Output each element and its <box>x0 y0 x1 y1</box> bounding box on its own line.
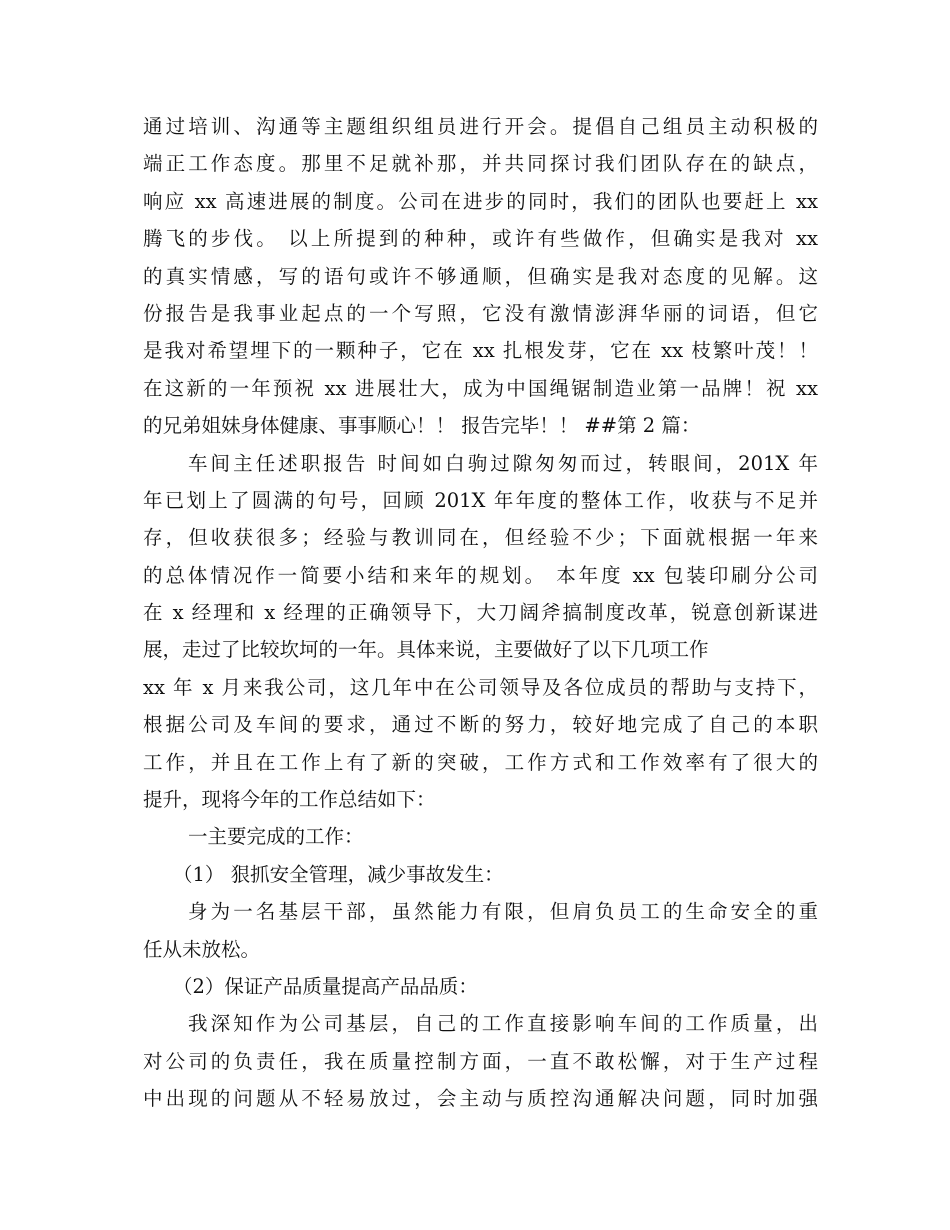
text-line: 展，走过了比较坎坷的一年。具体来说，主要做好了以下几项工作 <box>143 638 709 662</box>
text-line: 根据公司及车间的要求，通过不断的努力，较好地完成了自己的本职 <box>143 713 818 737</box>
text-line: 任从未放松。 <box>143 937 261 961</box>
text-line: 年已划上了圆满的句号，回顾 201X 年年度的整体工作，收获与不足并 <box>143 488 818 512</box>
text-line: 在这新的一年预祝 xx 进展壮大，成为中国绳锯制造业第一品牌！祝 xx <box>143 376 818 400</box>
text-line: 的兄弟姐妹身体健康、事事顺心！！ 报告完毕！！ ##第 2 篇： <box>143 414 701 438</box>
text-line: 存，但收获很多；经验与教训同在，但经验不少；下面就根据一年来 <box>143 526 818 550</box>
text-line: 腾飞的步伐。 以上所提到的种种，或许有些做作，但确实是我对 xx <box>143 227 818 251</box>
text-line: 中出现的问题从不轻易放过，会主动与质控沟通解决问题，同时加强 <box>143 1087 818 1111</box>
text-line: 端正工作态度。那里不足就补那，并共同探讨我们团队存在的缺点， <box>143 152 818 176</box>
text-line: 响应 xx 高速进展的制度。公司在进步的同时，我们的团队也要赶上 xx <box>143 189 818 213</box>
text-line: 的总体情况作一简要小结和来年的规划。 本年度 xx 包装印刷分公司 <box>143 563 818 587</box>
text-line: 通过培训、沟通等主题组织组员进行开会。提倡自己组员主动积极的 <box>143 115 818 138</box>
text-line: 是我对希望埋下的一颗种子，它在 xx 扎根发芽，它在 xx 枝繁叶茂！！ <box>143 339 818 363</box>
body-text <box>143 108 818 1118</box>
text-line: 我深知作为公司基层，自己的工作直接影响车间的工作质量，出 <box>188 1012 818 1036</box>
text-line: 工作，并且在工作上有了新的突破，工作方式和工作效率有了很大的 <box>143 750 818 774</box>
text-line: 份报告是我事业起点的一个写照，它没有激情澎湃华丽的词语，但它 <box>143 301 818 325</box>
text-line: 对公司的负责任，我在质量控制方面，一直不敢松懈，对于生产过程 <box>143 1049 818 1073</box>
text-line: 提升，现将今年的工作总结如下： <box>143 788 436 812</box>
text-line: 的真实情感，写的语句或许不够通顺，但确实是我对态度的见解。这 <box>143 264 818 288</box>
text-line: xx 年 x 月来我公司，这几年中在公司领导及各位成员的帮助与支持下， <box>143 675 818 699</box>
subsection-heading: （1） 狠抓安全管理，减少事故发生： <box>173 862 504 886</box>
text-line: 车间主任述职报告 时间如白驹过隙匆匆而过，转眼间，201X 年 <box>188 451 818 475</box>
text-line: 在 x 经理和 x 经理的正确领导下，大刀阔斧搞制度改革，锐意创新谋进 <box>143 601 818 625</box>
section-heading: 一主要完成的工作： <box>188 825 364 849</box>
text-line: 身为一名基层干部，虽然能力有限，但肩负员工的生命安全的重 <box>188 900 818 924</box>
subsection-heading: （2）保证产品质量提高产品品质： <box>173 974 478 998</box>
